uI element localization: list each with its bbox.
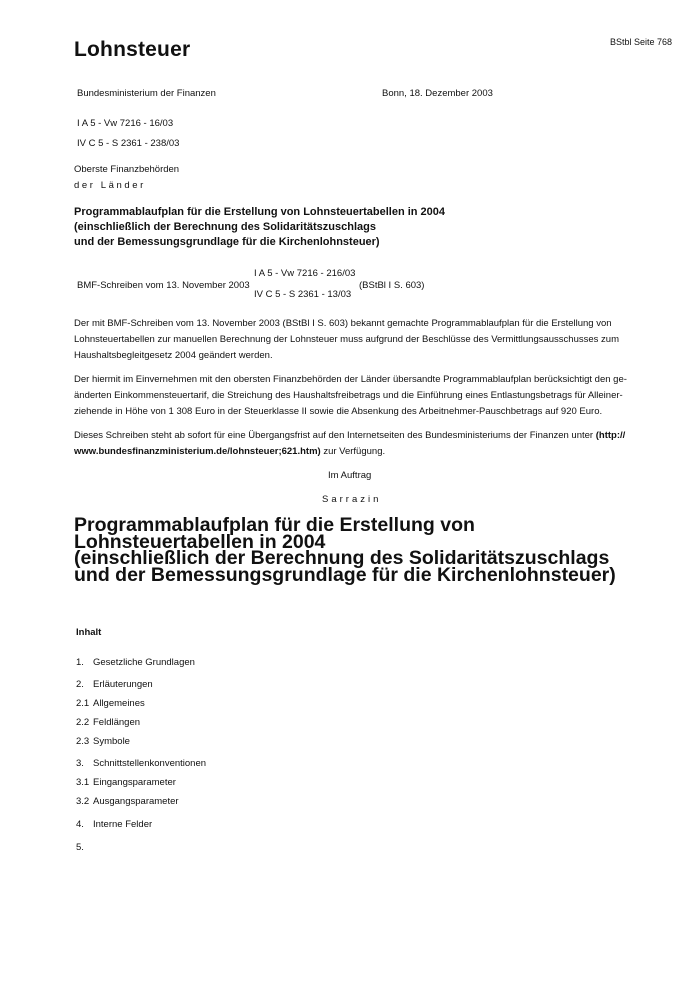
toc-item[interactable]: [76, 657, 195, 668]
subject: [74, 205, 634, 250]
toc-number: 5.: [76, 842, 84, 853]
subject-line: (einschließlich der Berechnung des Solidaritätszuschlags: [74, 221, 376, 233]
paragraph-line: Lohnsteuertabellen zur manuellen Berechnung der Lohnsteuer muss aufgrund der Beschlüsse des Vermittlungsausschusses zum: [74, 334, 619, 346]
toc-item[interactable]: [76, 758, 206, 769]
toc-item[interactable]: [76, 736, 130, 747]
paragraph-line: Der mit BMF-Schreiben vom 13. November 2003 (BStBl I S. 603) bekannt gemachte Programmablaufplan für die Erstellung von: [74, 318, 612, 329]
toc-item[interactable]: [76, 777, 176, 788]
toc-item[interactable]: [76, 717, 140, 728]
toc-label: Erläuterungen: [93, 679, 153, 690]
main-heading: [74, 514, 674, 586]
paragraph-line: [74, 428, 634, 444]
toc-number: 2.3: [76, 736, 90, 747]
toc-item[interactable]: [76, 796, 179, 807]
signature-on-behalf: Im Auftrag: [328, 470, 372, 481]
place-date: Bonn, 18. Dezember 2003: [382, 88, 493, 99]
toc-label: Allgemeines: [93, 698, 145, 709]
website-link[interactable]: www.bundesfinanzministerium.de/lohnsteuer;621.htm): [74, 446, 321, 458]
paragraph-line: [74, 444, 634, 460]
paragraph-line: Der hiermit im Einvernehmen mit den obersten Finanzbehörden der Länder übersandte Programmablaufplan berücksichtigt den ge-: [74, 374, 627, 385]
sender: Bundesministerium der Finanzen: [77, 88, 216, 99]
body-paragraph-1: [74, 316, 634, 365]
toc-number: 2.2: [76, 717, 90, 728]
toc-item[interactable]: [76, 842, 93, 853]
paragraph-text: zur Verfügung.: [320, 446, 386, 458]
toc-label: Symbole: [93, 736, 130, 747]
signature-name: Sarrazin: [322, 494, 382, 505]
file-reference-2: IV C 5 - S 2361 - 238/03: [77, 138, 180, 149]
toc-label: Eingangsparameter: [93, 777, 176, 788]
reference-file-number-2: IV C 5 - S 2361 - 13/03: [254, 289, 352, 300]
recipient-line-1: Oberste Finanzbehörden: [74, 164, 180, 175]
toc-number: 3.1: [76, 777, 90, 788]
document-title: Lohnsteuer: [74, 38, 191, 61]
toc-number: 1.: [76, 657, 84, 668]
toc-label: Feldlängen: [93, 717, 141, 728]
toc-number: 3.: [76, 758, 84, 769]
toc-label: Schnittstellenkonventionen: [93, 758, 207, 769]
paragraph-line: Haushaltsbegleitgesetz 2004 geändert werden.: [74, 350, 273, 362]
paragraph-text: Dieses Schreiben steht ab sofort für eine Übergangsfrist auf den Internetseiten des Bundesministeriums der Finanzen unter: [74, 430, 596, 441]
body-paragraph-3: [74, 428, 634, 460]
toc-number: 4.: [76, 819, 84, 830]
toc-title: Inhalt: [76, 627, 102, 638]
reference-file-number-1: I A 5 - Vw 7216 - 216/03: [254, 268, 356, 279]
heading-line: (einschließlich der Berechnung des Solidaritätszuschlags: [74, 547, 610, 569]
toc-label: Interne Felder: [93, 819, 153, 830]
heading-line: Programmablaufplan für die Erstellung von: [74, 514, 475, 536]
heading-line: und der Bemessungsgrundlage für die Kirchenlohnsteuer): [74, 563, 616, 586]
reference-label: BMF-Schreiben vom 13. November 2003: [77, 280, 250, 291]
toc-label: Ausgangsparameter: [93, 796, 179, 807]
toc-number: 2.: [76, 679, 84, 690]
toc-item[interactable]: [76, 698, 145, 709]
subject-line: und der Bemessungsgrundlage für die Kirchenlohnsteuer): [74, 236, 380, 248]
subject-line: Programmablaufplan für die Erstellung von Lohnsteuertabellen in 2004: [74, 206, 446, 218]
website-link[interactable]: (http://: [595, 430, 626, 441]
file-reference-1: I A 5 - Vw 7216 - 16/03: [77, 118, 174, 129]
paragraph-line: ziehende in Höhe von 1 308 Euro in der Steuerklasse II sowie die Absenkung des Arbeitnehmer-Pauschbetrags auf 920 Euro.: [74, 406, 603, 418]
page-reference: BStbl Seite 768: [610, 37, 673, 47]
toc-number: 3.2: [76, 796, 90, 807]
body-paragraph-2: [74, 372, 634, 421]
toc-item[interactable]: [76, 819, 152, 830]
paragraph-line: änderten Einkommensteuertarif, die Streichung des Haushaltsfreibetrags und die Einführung eines Entlastungsbetrags für Alleiner-: [74, 390, 623, 402]
toc-number: 2.1: [76, 698, 90, 709]
toc-item[interactable]: [76, 679, 153, 690]
toc-label: Gesetzliche Grundlagen: [93, 657, 195, 668]
recipient-line-2: der Länder: [74, 180, 146, 191]
reference-citation: (BStBl I S. 603): [359, 280, 425, 291]
heading-line: Lohnsteuertabellen in 2004: [74, 530, 326, 553]
